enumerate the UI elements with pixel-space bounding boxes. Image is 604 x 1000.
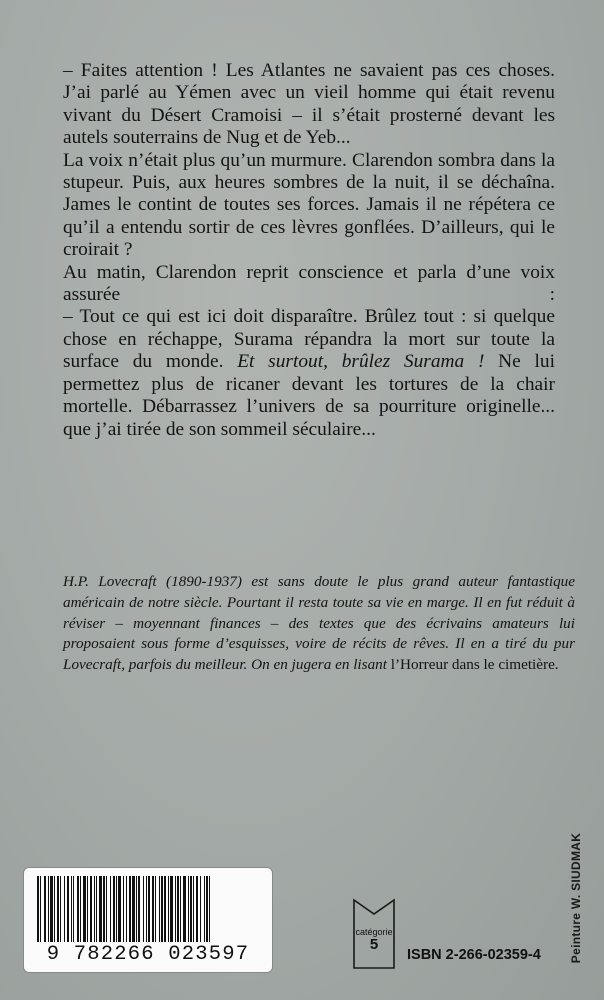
barcode-bar	[118, 876, 121, 942]
barcode-bar	[170, 876, 173, 942]
credit-text: Peinture W. SIUDMAK	[569, 832, 584, 964]
barcode-bar	[175, 876, 176, 942]
barcode-bar	[196, 876, 198, 942]
barcode-bar	[99, 876, 102, 942]
barcode-bar	[50, 876, 53, 942]
barcode-bar	[116, 876, 117, 942]
barcode-bar	[209, 876, 210, 942]
barcode-bar	[143, 876, 144, 942]
barcode-bar	[180, 876, 181, 942]
barcode-bar	[200, 876, 201, 942]
barcode-bar	[73, 876, 74, 942]
barcode-bar	[80, 876, 81, 942]
barcode-bar	[136, 876, 137, 942]
barcode-bar	[87, 876, 88, 942]
barcode-bar	[146, 876, 147, 942]
category-number: 5	[369, 936, 379, 953]
barcode-bar	[204, 876, 205, 942]
excerpt-p4-end: Ne lui permettez plus de ricaner devant les tortures de la chair mortelle. Débarrassez l’univers de sa pourriture originelle... que j’ai tirée de son sommeil séculaire...	[63, 351, 555, 440]
barcode-bar	[94, 876, 95, 942]
barcode-bar	[126, 876, 127, 942]
category-badge	[352, 898, 396, 970]
barcode-bar	[190, 876, 192, 942]
isbn: ISBN 2-266-02359-4	[407, 947, 541, 963]
barcode-bar	[67, 876, 69, 942]
barcode-bar	[103, 876, 105, 942]
barcode-bar	[206, 876, 208, 942]
barcode-bar	[177, 876, 179, 942]
excerpt-paragraph-2: La voix n’était plus qu’un murmure. Clarendon sombra dans la stupeur. Puis, aux heures sombres de la nuit, il se déchaîna. James le contint de toutes ses forces. Jamais il ne répétera ce qu’il a entendu sortir de ces lèvres gonflées. D’ailleurs, qui le croirait ?	[63, 149, 555, 261]
barcode-bar	[71, 876, 72, 942]
barcode-bar	[60, 876, 61, 942]
barcode-bar	[90, 876, 92, 942]
barcode-bar	[54, 876, 55, 942]
barcode-bar	[164, 876, 166, 942]
barcode-bar	[159, 876, 160, 942]
barcode-digits: 9 782266 023597	[46, 943, 250, 966]
barcode-bar	[96, 876, 97, 942]
barcode-bar	[64, 876, 65, 942]
excerpt-p4-start: – Tout ce qui est ici doit disparaître. Brûlez tout : si quelque chose en réchappe, Surama répandra la mort sur toute la surface du monde.	[63, 306, 555, 373]
barcode-bar	[193, 876, 194, 942]
barcode-bar	[148, 876, 150, 942]
excerpt-paragraph-1: – Faites attention ! Les Atlantes ne savaient pas ces choses. J’ai parlé au Yémen avec un vieil homme qui était revenu vivant du Désert Cramoisi – il s’était prosterné devant les autels souterrains de Nug et de Yeb...	[63, 60, 555, 149]
barcode-bar	[77, 876, 79, 942]
barcode-bar	[152, 876, 154, 942]
barcode-bar	[113, 876, 115, 942]
barcode-bar	[106, 876, 107, 942]
barcode-bar	[83, 876, 86, 942]
barcode-bar	[40, 876, 41, 942]
blurb-book-title: l’Horreur dans le cimetière.	[390, 656, 559, 674]
illustration-credit	[565, 808, 587, 988]
barcode-bars	[33, 876, 263, 944]
barcode-bar	[57, 876, 59, 942]
author-blurb	[63, 572, 575, 676]
category-label: catégorie	[355, 927, 393, 937]
blurb-text: H.P. Lovecraft (1890-1937) est sans doute le plus grand auteur fantastique américain de notre siècle. Pourtant il resta toute sa vie en marge. Il en fut réduit à réviser – moyennant finances – des textes que des écrivains amateurs lui proposaient sous forme d’esquisses, voire de récits de rêves. Il en a tiré du pur Lovecraft, parfois du meilleur. On en jugera en lisant	[63, 573, 575, 674]
barcode-bar	[48, 876, 49, 942]
barcode-bar	[123, 876, 124, 942]
excerpt-paragraph-3: Au matin, Clarendon reprit conscience et parla d’une voix assurée :	[63, 261, 555, 306]
barcode-bar	[161, 876, 163, 942]
barcode-bar	[138, 876, 140, 942]
barcode	[23, 867, 273, 973]
excerpt-paragraph-4	[63, 306, 555, 440]
barcode-bar	[188, 876, 189, 942]
barcode-bar	[168, 876, 169, 942]
barcode-bar	[37, 876, 39, 942]
barcode-bar	[132, 876, 135, 942]
excerpt-text	[63, 60, 555, 441]
excerpt-p4-italic: Et surtout, brûlez Surama !	[237, 351, 485, 373]
barcode-bar	[183, 876, 186, 942]
barcode-bar	[110, 876, 111, 942]
barcode-bar	[129, 876, 131, 942]
barcode-bar	[44, 876, 46, 942]
barcode-bar	[155, 876, 156, 942]
